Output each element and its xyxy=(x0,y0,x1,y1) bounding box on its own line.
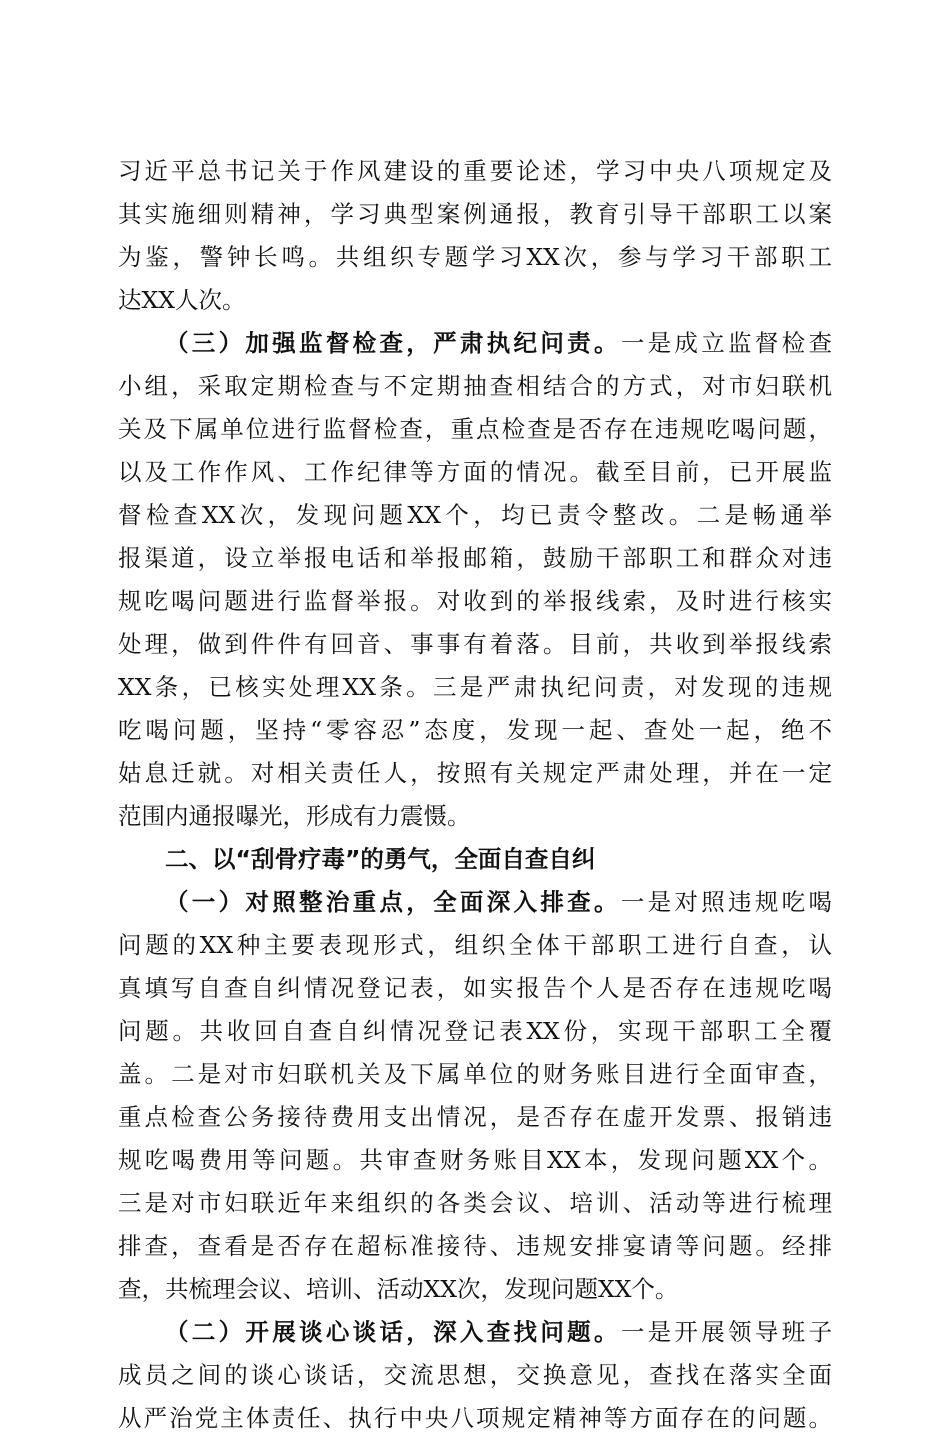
text-line: 达XX人次。 xyxy=(118,286,246,314)
text-line: 盖。二是对市妇联机关及下属单位的财务账目进行全面审查， xyxy=(118,1060,832,1088)
text-line: XX条，已核实处理XX条。三是严肃执纪问责，对发现的违规 xyxy=(118,673,832,701)
text-line: 报渠道，设立举报电话和举报邮箱，鼓励干部职工和群众对违 xyxy=(118,544,832,572)
text-line: 习近平总书记关于作风建设的重要论述，学习中央八项规定及 xyxy=(118,157,832,185)
text-line: 吃喝问题，坚持“零容忍”态度，发现一起、查处一起，绝不 xyxy=(118,716,832,744)
text-line: 以及工作作风、工作纪律等方面的情况。截至目前，已开展监 xyxy=(118,458,832,486)
document-body xyxy=(118,150,832,1440)
text-run: 一是成立监督检查 xyxy=(620,329,832,357)
text-run: 一是开展领导班子 xyxy=(620,1318,832,1346)
text-line: 关及下属单位进行监督检查，重点检查是否存在违规吃喝问题， xyxy=(118,415,832,443)
paragraph-supervision-first-line xyxy=(118,322,832,365)
section-heading-self-check: 二、以“刮骨疗毒”的勇气，全面自查自纠 xyxy=(165,845,596,873)
bold-lead-talks: （二）开展谈心谈话，深入查找问题。 xyxy=(165,1318,621,1346)
text-line: 规吃喝费用等问题。共审查财务账目XX本，发现问题XX个。 xyxy=(118,1146,832,1174)
bold-lead-investigation: （一）对照整治重点，全面深入排查。 xyxy=(165,888,621,916)
text-line: 查，共梳理会议、培训、活动XX次，发现问题XX个。 xyxy=(118,1275,679,1303)
paragraph-investigation-first-line xyxy=(118,881,832,924)
text-line: 成员之间的谈心谈话，交流思想，交换意见，查找在落实全面 xyxy=(118,1361,832,1389)
text-line: 从严治党主体责任、执行中央八项规定精神等方面存在的问题。 xyxy=(118,1404,832,1432)
text-line: 问题的XX种主要表现形式，组织全体干部职工进行自查，认 xyxy=(118,931,832,959)
text-line: 真填写自查自纠情况登记表，如实报告个人是否存在违规吃喝 xyxy=(118,974,832,1002)
text-line: 姑息迁就。对相关责任人，按照有关规定严肃处理，并在一定 xyxy=(118,759,832,787)
text-line: 小组，采取定期检查与不定期抽查相结合的方式，对市妇联机 xyxy=(118,372,832,400)
text-line: 问题。共收回自查自纠情况登记表XX份，实现干部职工全覆 xyxy=(118,1017,832,1045)
text-line: 规吃喝问题进行监督举报。对收到的举报线索，及时进行核实 xyxy=(118,587,832,615)
bold-lead-supervision: （三）加强监督检查，严肃执纪问责。 xyxy=(165,329,621,357)
text-line: 处理，做到件件有回音、事事有着落。目前，共收到举报线索 xyxy=(118,630,832,658)
text-line: 督检查XX次，发现问题XX个，均已责令整改。二是畅通举 xyxy=(118,501,832,529)
text-line: 三是对市妇联近年来组织的各类会议、培训、活动等进行梳理 xyxy=(118,1189,832,1217)
text-run: 一是对照违规吃喝 xyxy=(620,888,832,916)
text-line: 为鉴，警钟长鸣。共组织专题学习XX次，参与学习干部职工 xyxy=(118,243,832,271)
text-line: 排查，查看是否存在超标准接待、违规安排宴请等问题。经排 xyxy=(118,1232,832,1260)
text-line: 重点检查公务接待费用支出情况，是否存在虚开发票、报销违 xyxy=(118,1103,832,1131)
paragraph-talks-first-line xyxy=(118,1311,832,1354)
text-line: 其实施细则精神，学习典型案例通报，教育引导干部职工以案 xyxy=(118,200,832,228)
text-line: 范围内通报曝光，形成有力震慑。 xyxy=(118,802,471,830)
